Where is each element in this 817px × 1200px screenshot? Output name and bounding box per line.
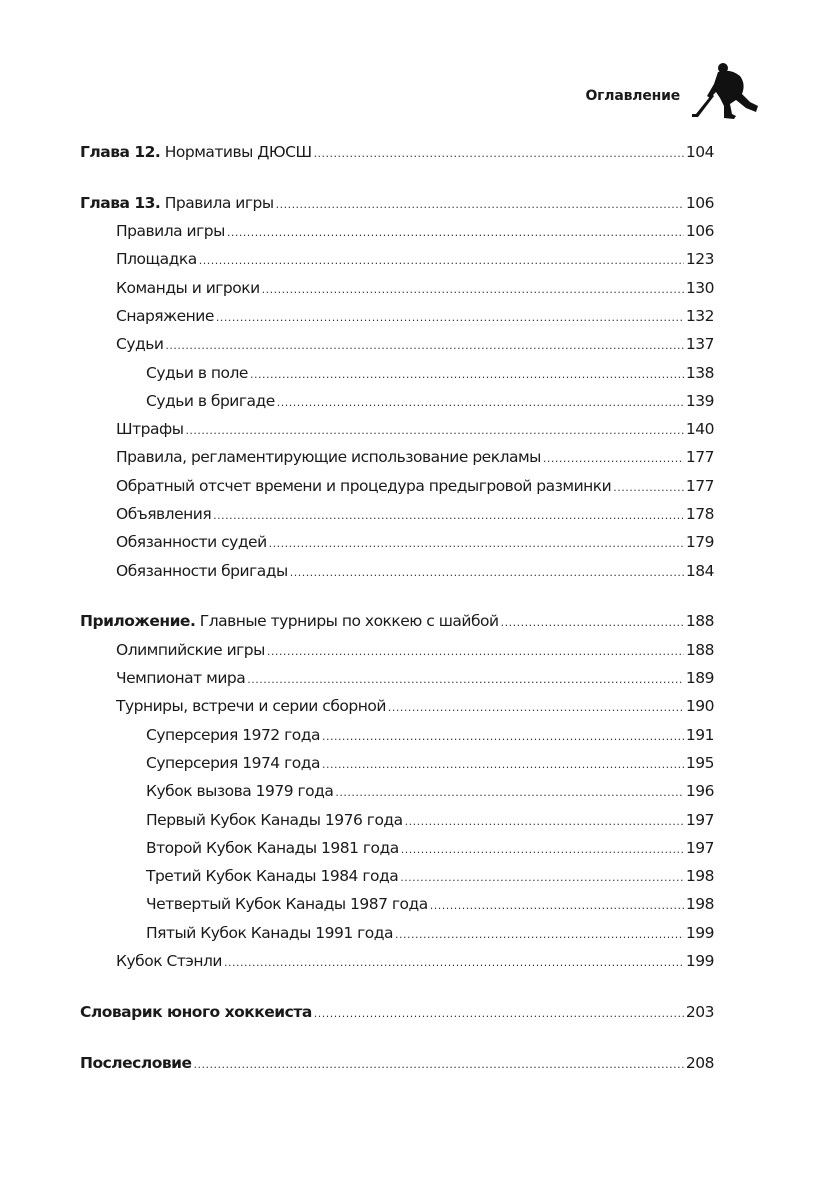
toc-page-number: 106: [685, 193, 714, 212]
dot-leader: [401, 843, 684, 856]
running-header-title: Оглавление: [585, 88, 680, 104]
dot-leader: [335, 786, 684, 799]
toc-entry[interactable]: [80, 811, 714, 839]
toc-entry-text: Снаряжение: [116, 306, 214, 325]
toc-entry-label: Словарик юного хоккеиста: [80, 1002, 312, 1021]
dot-leader: [185, 424, 683, 437]
table-of-contents: [80, 143, 714, 1082]
dot-leader: [395, 928, 684, 941]
toc-entry[interactable]: [80, 477, 714, 505]
toc-entry-title: [146, 895, 428, 913]
toc-entry[interactable]: [80, 726, 714, 754]
dot-leader: [543, 452, 684, 465]
toc-entry[interactable]: [80, 1054, 714, 1082]
toc-page-number: 199: [685, 923, 714, 942]
toc-entry-text: Суперсерия 1974 года: [146, 753, 320, 772]
toc-entry-label: Глава 13.: [80, 193, 161, 212]
toc-page-number: 189: [685, 669, 714, 688]
toc-entry-title: [146, 364, 248, 382]
toc-entry-text: Главные турниры по хоккею с шайбой: [195, 612, 499, 631]
toc-entry[interactable]: [80, 754, 714, 782]
toc-entry[interactable]: [80, 1003, 714, 1031]
toc-entry-title: [116, 335, 163, 353]
toc-entry[interactable]: [80, 222, 714, 250]
toc-page-number: 177: [685, 448, 714, 467]
dot-leader: [224, 956, 684, 969]
toc-entry[interactable]: [80, 279, 714, 307]
toc-page-number: 195: [685, 753, 714, 772]
toc-page-number: 130: [685, 278, 714, 297]
toc-entry[interactable]: [80, 143, 714, 171]
toc-entry-title: [116, 420, 183, 438]
toc-entry-label: Послесловие: [80, 1053, 192, 1072]
dot-leader: [322, 730, 684, 743]
toc-page-number: 203: [685, 1002, 714, 1021]
dot-leader: [194, 1058, 684, 1071]
toc-entry-title: [80, 612, 499, 630]
dot-leader: [227, 226, 684, 239]
toc-entry-text: Четвертый Кубок Канады 1987 года: [146, 895, 428, 914]
toc-entry-text: Судьи в бригаде: [146, 391, 275, 410]
toc-page-number: 138: [685, 363, 714, 382]
toc-entry[interactable]: [80, 335, 714, 363]
toc-entry-text: Чемпионат мира: [116, 669, 246, 688]
toc-entry[interactable]: [80, 505, 714, 533]
toc-entry-title: [146, 726, 320, 744]
toc-entry-title: [116, 533, 267, 551]
toc-entry-title: [80, 1054, 192, 1072]
toc-entry-title: [116, 505, 211, 523]
toc-entry[interactable]: [80, 392, 714, 420]
toc-entry-text: Первый Кубок Канады 1976 года: [146, 810, 403, 829]
toc-page-number: 179: [685, 533, 714, 552]
toc-page-number: 123: [685, 250, 714, 269]
dot-leader: [199, 254, 684, 267]
toc-entry-title: [116, 307, 214, 325]
dot-leader: [322, 758, 684, 771]
toc-page-number: 197: [685, 838, 714, 857]
dot-leader: [250, 368, 684, 381]
toc-entry[interactable]: [80, 612, 714, 640]
toc-entry[interactable]: [80, 782, 714, 810]
dot-leader: [388, 701, 684, 714]
toc-page-number: 140: [685, 420, 714, 439]
dot-leader: [314, 147, 684, 160]
toc-entry-text: Нормативы ДЮСШ: [160, 143, 312, 161]
toc-page-number: 197: [685, 810, 714, 829]
toc-entry-text: Обязанности судей: [116, 533, 267, 552]
toc-entry-title: [146, 811, 403, 829]
toc-page-number: 139: [685, 391, 714, 410]
dot-leader: [213, 509, 684, 522]
dot-leader: [276, 198, 684, 211]
toc-page-number: 190: [685, 697, 714, 716]
toc-entry[interactable]: [80, 895, 714, 923]
toc-entry-title: [116, 448, 541, 466]
toc-entry-title: [146, 867, 398, 885]
toc-entry-text: Олимпийские игры: [116, 640, 265, 659]
dot-leader: [501, 616, 684, 629]
toc-entry-text: Обратный отсчет времени и процедура предыгровой разминки: [116, 476, 612, 495]
toc-entry[interactable]: [80, 669, 714, 697]
toc-entry-title: [80, 194, 274, 212]
dot-leader: [400, 871, 684, 884]
toc-entry-text: Правила игры: [116, 222, 225, 241]
dot-leader: [267, 645, 684, 658]
toc-entry[interactable]: [80, 533, 714, 561]
toc-entry-text: Штрафы: [116, 420, 184, 439]
toc-entry[interactable]: [80, 364, 714, 392]
toc-entry-title: [116, 279, 260, 297]
toc-page-number: 178: [685, 505, 714, 524]
toc-page-number: 191: [685, 725, 714, 744]
toc-entry-label: Приложение.: [80, 612, 196, 631]
dot-leader: [262, 283, 684, 296]
dot-leader: [165, 339, 683, 352]
toc-page-number: 132: [685, 306, 714, 325]
toc-entry-title: [80, 1003, 312, 1021]
dot-leader: [613, 481, 684, 494]
toc-entry-text: Правила, регламентирующие использование рекламы: [116, 448, 541, 467]
dot-leader: [290, 566, 684, 579]
toc-entry-text: Команды и игроки: [116, 278, 260, 297]
toc-entry-title: [116, 641, 265, 659]
toc-entry-text: Кубок Стэнли: [116, 952, 222, 971]
toc-entry-text: Судьи в поле: [146, 363, 248, 382]
toc-entry-text: Кубок вызова 1979 года: [146, 782, 334, 801]
toc-entry[interactable]: [80, 562, 714, 590]
toc-entry-title: [116, 669, 245, 687]
toc-entry[interactable]: [80, 641, 714, 669]
toc-entry[interactable]: [80, 307, 714, 335]
toc-entry[interactable]: [80, 697, 714, 725]
toc-page-number: 196: [685, 782, 714, 801]
toc-entry-text: Площадка: [116, 250, 197, 269]
dot-leader: [277, 396, 684, 409]
toc-entry-text: Пятый Кубок Канады 1991 года: [146, 923, 393, 942]
toc-entry-text: Обязанности бригады: [116, 561, 288, 580]
toc-entry-text: Второй Кубок Канады 1981 года: [146, 838, 399, 857]
toc-entry-label: Глава 12.: [80, 143, 161, 161]
toc-entry[interactable]: [80, 924, 714, 952]
toc-page-number: 137: [685, 335, 714, 354]
toc-entry-title: [80, 143, 312, 161]
toc-page-number: 208: [685, 1053, 714, 1072]
toc-page-number: 198: [685, 895, 714, 914]
toc-entry[interactable]: [80, 194, 714, 222]
toc-entry-text: Объявления: [116, 505, 212, 524]
toc-entry[interactable]: [80, 867, 714, 895]
toc-page-number: 106: [685, 222, 714, 241]
dot-leader: [269, 537, 684, 550]
toc-entry-title: [146, 392, 275, 410]
toc-entry-title: [116, 697, 386, 715]
toc-entry[interactable]: [80, 952, 714, 980]
toc-entry-title: [116, 477, 611, 495]
dot-leader: [216, 311, 684, 324]
toc-entry[interactable]: [80, 250, 714, 278]
toc-entry-title: [116, 222, 225, 240]
toc-entry-text: Третий Кубок Канады 1984 года: [146, 867, 399, 886]
toc-entry[interactable]: [80, 420, 714, 448]
toc-entry-text: Судьи: [116, 335, 164, 354]
toc-entry-text: Суперсерия 1972 года: [146, 725, 320, 744]
toc-page-number: 199: [685, 952, 714, 971]
toc-entry-title: [116, 562, 288, 580]
toc-entry-title: [116, 250, 197, 268]
toc-entry-title: [146, 924, 393, 942]
toc-page-number: 184: [685, 561, 714, 580]
toc-entry-title: [116, 952, 222, 970]
toc-page-number: 198: [685, 867, 714, 886]
toc-entry[interactable]: [80, 448, 714, 476]
dot-leader: [247, 673, 684, 686]
toc-entry-title: [146, 754, 320, 772]
toc-entry-text: Правила игры: [160, 193, 274, 212]
dot-leader: [430, 899, 684, 912]
toc-entry-title: [146, 782, 333, 800]
dot-leader: [314, 1007, 684, 1020]
toc-page-number: 188: [685, 612, 714, 631]
toc-entry-text: Турниры, встречи и серии сборной: [116, 697, 386, 716]
hockey-player-icon: [690, 62, 762, 120]
toc-entry[interactable]: [80, 839, 714, 867]
dot-leader: [405, 815, 684, 828]
toc-page-number: 177: [685, 476, 714, 495]
toc-entry-title: [146, 839, 399, 857]
toc-page-number: 104: [685, 143, 714, 161]
toc-page-number: 188: [685, 640, 714, 659]
